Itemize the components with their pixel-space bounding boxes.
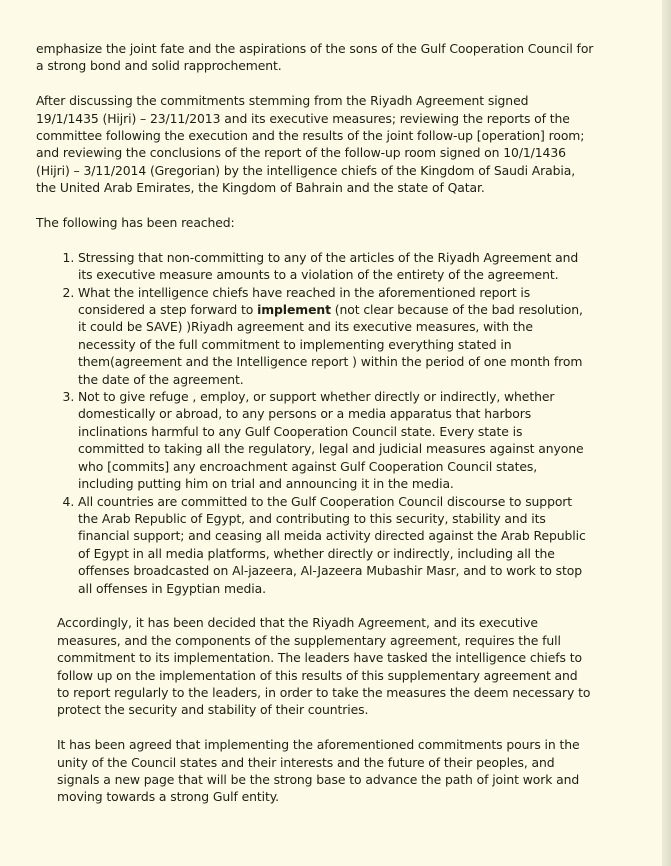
list-item-text: Stressing that non-committing to any of the articles of the Riyadh Agreement and its executive measure amounts to a violation of the entirety of the agreement. bbox=[78, 249, 579, 283]
list-item-text-before: What the intelligence chiefs have reached in the aforementioned report is considered a step forward to bbox=[78, 284, 531, 318]
paragraph-discussing: After discussing the commitments stemming from the Riyadh Agreement signed 19/1/1435 (Hijri) – 23/11/2013 and its executive measures; reviewing the reports of the committee following the execution and the results of the joint follow-up [operation] room; and reviewing the conclusions of the report of the follow-up room signed on 10/1/1436 (Hijri) – 3/11/2014 (Gregorian) by the intelligence chiefs of the Kingdom of Saudi Arabia, the United Arab Emirates, the Kingdom of Bahrain and the state of Qatar. bbox=[36, 93, 585, 196]
list-item-text: All countries are committed to the Gulf Cooperation Council discourse to support the Arab Republic of Egypt, and contributing to this security, stability and its financial support; and ceasing all meida activity directed against the Arab Republic of Egypt in all media platforms, whether directly or indirectly, including all the offenses broadcasted on Al-jazeera, Al-Jazeera Mubashir Masr, and to work to stop all offenses in Egyptian media. bbox=[78, 493, 586, 596]
list-item-text-after: (not clear because of the bad resolution, it could be SAVE) )Riyadh agreement and its executive measures, with the necessity of the full commitment to implementing everything stated in them(agreement and the Intelligence report ) within the period of one month from the date of the agreement. bbox=[78, 302, 583, 387]
list-item bbox=[78, 249, 586, 284]
list-item bbox=[78, 388, 586, 492]
document-body bbox=[36, 40, 594, 806]
page-edge-shadow bbox=[663, 0, 671, 866]
paragraph-agreed: It has been agreed that implementing the aforementioned commitments pours in the unity of the Council states and their interests and the future of their peoples, and signals a new page that will be the strong base to advance the path of joint work and moving towards a strong Gulf entity. bbox=[57, 737, 580, 805]
list-item bbox=[78, 493, 586, 597]
list-item-text: Not to give refuge , employ, or support whether directly or indirectly, whether domestically or abroad, to any persons or a media apparatus that harbors inclinations harmful to any Gulf Cooperation Council state. Every state is committed to taking all the regulatory, legal and judicial measures against anyone who [commits] any encroachment against Gulf Cooperation Council states, including putting him on trial and announcing it in the media. bbox=[78, 389, 584, 492]
list-item-bold-word: implement bbox=[257, 302, 331, 318]
paragraph-reached: The following has been reached: bbox=[36, 215, 235, 231]
agreement-list bbox=[36, 249, 586, 597]
paragraph-accordingly: Accordingly, it has been decided that the Riyadh Agreement, and its executive measures, and the components of the supplementary agreement, requires the full commitment to its implementation. The leaders have tasked the intelligence chiefs to follow up on the implementation of this results of this supplementary agreement and to report regularly to the leaders, in order to take the measures the deem necessary to protect the security and stability of their countries. bbox=[57, 615, 591, 718]
paragraph-intro: emphasize the joint fate and the aspirations of the sons of the Gulf Cooperation Council for a strong bond and solid rapprochement. bbox=[36, 41, 594, 74]
list-item bbox=[78, 284, 586, 388]
